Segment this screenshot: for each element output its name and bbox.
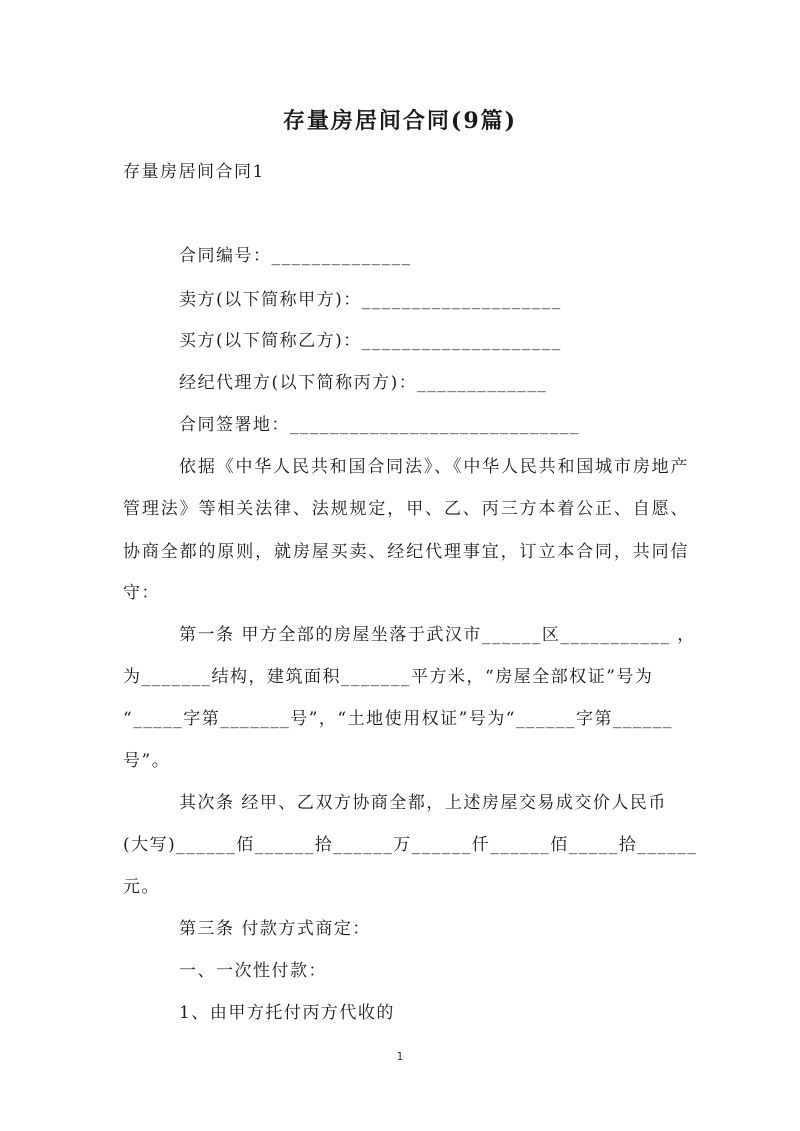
intro-line: 守： bbox=[123, 583, 160, 603]
page-number: 1 bbox=[396, 1050, 404, 1063]
article-3-heading: 第三条 付款方式商定： bbox=[179, 919, 371, 939]
field-seller: 卖方(以下简称甲方)：____________________ bbox=[179, 290, 562, 310]
article-1-line: “_____字第_______号”，“土地使用权证”号为“______字第______ bbox=[123, 709, 673, 729]
field-signing-place: 合同签署地：_____________________________ bbox=[179, 415, 580, 435]
intro-line: 协商全都的原则，就房屋买卖、经纪代理事宜，订立本合同，共同信 bbox=[123, 542, 689, 562]
field-buyer: 买方(以下简称乙方)：____________________ bbox=[179, 331, 562, 351]
article-1-line: 第一条 甲方全部的房屋坐落于武汉市______区___________ ， bbox=[179, 625, 696, 645]
contract-subtitle: 存量房居间合同1 bbox=[123, 162, 265, 182]
article-2-line: 其次条 经甲、乙双方协商全都，上述房屋交易成交价人民币 bbox=[179, 793, 667, 813]
intro-line: 依据《中华人民共和国合同法》、《中华人民共和国城市房地产 bbox=[179, 457, 689, 477]
article-1-line: 为_______结构，建筑面积_______平方米，“房屋全部权证”号为 bbox=[123, 667, 654, 687]
intro-line: 管理法》等相关法律、法规规定，甲、乙、丙三方本着公正、自愿、 bbox=[123, 499, 689, 519]
field-agent: 经纪代理方(以下简称丙方)：_____________ bbox=[179, 373, 548, 393]
article-2-line: 元。 bbox=[123, 877, 160, 897]
field-contract-number: 合同编号：______________ bbox=[179, 246, 412, 266]
payment-heading: 一、一次性付款： bbox=[179, 961, 327, 981]
article-2-line: (大写)______佰______拾______万______仟______佰_____拾______ bbox=[123, 835, 698, 855]
payment-item: 1、由甲方托付丙方代收的 bbox=[179, 1003, 395, 1023]
document-title: 存量房居间合同(9篇) bbox=[282, 108, 518, 134]
article-1-line: 号”。 bbox=[123, 751, 171, 771]
